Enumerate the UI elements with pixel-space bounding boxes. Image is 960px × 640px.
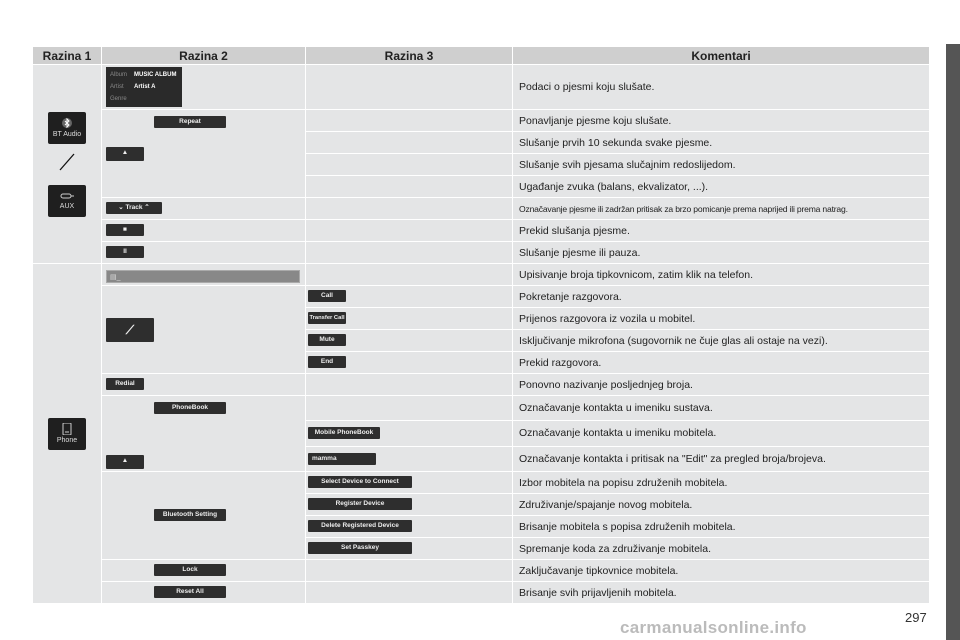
table-header	[33, 47, 930, 65]
table-row	[33, 198, 930, 220]
comment: Označavanje pjesme ili zadržan pritisak za brzo pomicanje prema naprijed ili prema natrag.	[513, 198, 930, 220]
bluetooth-icon	[62, 117, 72, 129]
comment: Izbor mobitela na popisu združenih mobitela.	[513, 472, 930, 494]
phone-button[interactable]	[48, 418, 86, 450]
phonebook-button[interactable]: PhoneBook	[154, 402, 226, 414]
comment: Brisanje mobitela s popisa združenih mobitela.	[513, 516, 930, 538]
reset-all-button[interactable]: Reset All	[154, 586, 226, 598]
mute-button[interactable]: Mute	[308, 334, 346, 346]
header-level1: Razina 1	[33, 47, 102, 65]
settings-table	[32, 46, 930, 604]
comment: Zaključavanje tipkovnice mobitela.	[513, 560, 930, 582]
page-edge-bar	[946, 44, 960, 640]
aux-plug-icon	[59, 191, 75, 201]
mobile-phonebook-button[interactable]: Mobile PhoneBook	[308, 427, 380, 439]
track-button[interactable]: ⌄ Track ⌃	[106, 202, 162, 214]
bt-audio-label: BT Audio	[52, 131, 82, 138]
comment: Slušanje prvih 10 sekunda svake pjesme.	[513, 132, 930, 154]
table-row	[33, 286, 930, 308]
table-row	[33, 220, 930, 242]
register-device-button[interactable]: Register Device	[308, 498, 412, 510]
select-device-button[interactable]: Select Device to Connect	[308, 476, 412, 488]
end-button[interactable]: End	[308, 356, 346, 368]
call-button[interactable]: Call	[308, 290, 346, 302]
comment: Slušanje pjesme ili pauza.	[513, 242, 930, 264]
aux-label: AUX	[59, 203, 75, 210]
music-info-display: Album MUSIC ALBUM Artist Artist A Genre	[106, 67, 182, 107]
redial-button[interactable]: Redial	[106, 378, 144, 390]
menu-up-button[interactable]: ▲	[106, 147, 144, 161]
table-row	[33, 242, 930, 264]
comment: Ponovno nazivanje posljednjeg broja.	[513, 374, 930, 396]
slash-divider	[57, 152, 77, 172]
stop-button[interactable]: ■	[106, 224, 144, 236]
table-row	[33, 560, 930, 582]
watermark-footer: carmanualsonline.info	[620, 618, 807, 637]
comment: Označavanje kontakta u imeniku mobitela.	[513, 421, 930, 446]
header-level2: Razina 2	[102, 47, 306, 65]
pause-button[interactable]: II	[106, 246, 144, 258]
set-passkey-button[interactable]: Set Passkey	[308, 542, 412, 554]
table-row	[33, 582, 930, 604]
comment: Označavanje kontakta u imeniku sustava.	[513, 396, 930, 421]
level1-phone	[33, 264, 102, 604]
comment: Prijenos razgovora iz vozila u mobitel.	[513, 308, 930, 330]
comment: Spremanje koda za združivanje mobitela.	[513, 538, 930, 560]
comment: Prekid slušanja pjesme.	[513, 220, 930, 242]
table-row	[33, 110, 930, 132]
menu-up-button[interactable]: ▲	[106, 455, 144, 469]
repeat-button[interactable]: Repeat	[154, 116, 226, 128]
contact-mamma-button[interactable]: mamma	[308, 453, 376, 465]
comment: Združivanje/spajanje novog mobitela.	[513, 494, 930, 516]
comment: Označavanje kontakta i pritisak na "Edit" za pregled broja/brojeva.	[513, 446, 930, 471]
comment: Pokretanje razgovora.	[513, 286, 930, 308]
comment: Brisanje svih prijavljenih mobitela.	[513, 582, 930, 604]
level1-media	[33, 65, 102, 264]
number-input-field[interactable]: ▤_	[106, 270, 300, 283]
delete-device-button[interactable]: Delete Registered Device	[308, 520, 412, 532]
table-row	[33, 396, 930, 421]
comment: Ponavljanje pjesme koju slušate.	[513, 110, 930, 132]
table-row	[33, 472, 930, 494]
bluetooth-setting-button[interactable]: Bluetooth Setting	[154, 509, 226, 521]
music-info-cell	[102, 65, 306, 110]
phone-icon	[62, 423, 72, 435]
comment: Ugađanje zvuka (balans, ekvalizator, ...).	[513, 176, 930, 198]
phone-label: Phone	[56, 437, 78, 444]
bt-audio-button[interactable]	[48, 112, 86, 144]
comment: Slušanje svih pjesama slučajnim redoslijedom.	[513, 154, 930, 176]
page-number: 297	[905, 610, 927, 625]
comment: Prekid razgovora.	[513, 352, 930, 374]
header-comments: Komentari	[513, 47, 930, 65]
call-handset-button[interactable]: ⟋	[106, 318, 154, 342]
table-row	[33, 65, 930, 110]
comment: Podaci o pjesmi koju slušate.	[513, 65, 930, 110]
table-row	[33, 374, 930, 396]
table-row	[33, 264, 930, 286]
aux-button[interactable]	[48, 185, 86, 217]
comment: Upisivanje broja tipkovnicom, zatim klik na telefon.	[513, 264, 930, 286]
transfer-call-button[interactable]: Transfer Call	[308, 312, 346, 324]
header-level3: Razina 3	[306, 47, 513, 65]
comment: Isključivanje mikrofona (sugovornik ne čuje glas ali ostaje na vezi).	[513, 330, 930, 352]
lock-button[interactable]: Lock	[154, 564, 226, 576]
